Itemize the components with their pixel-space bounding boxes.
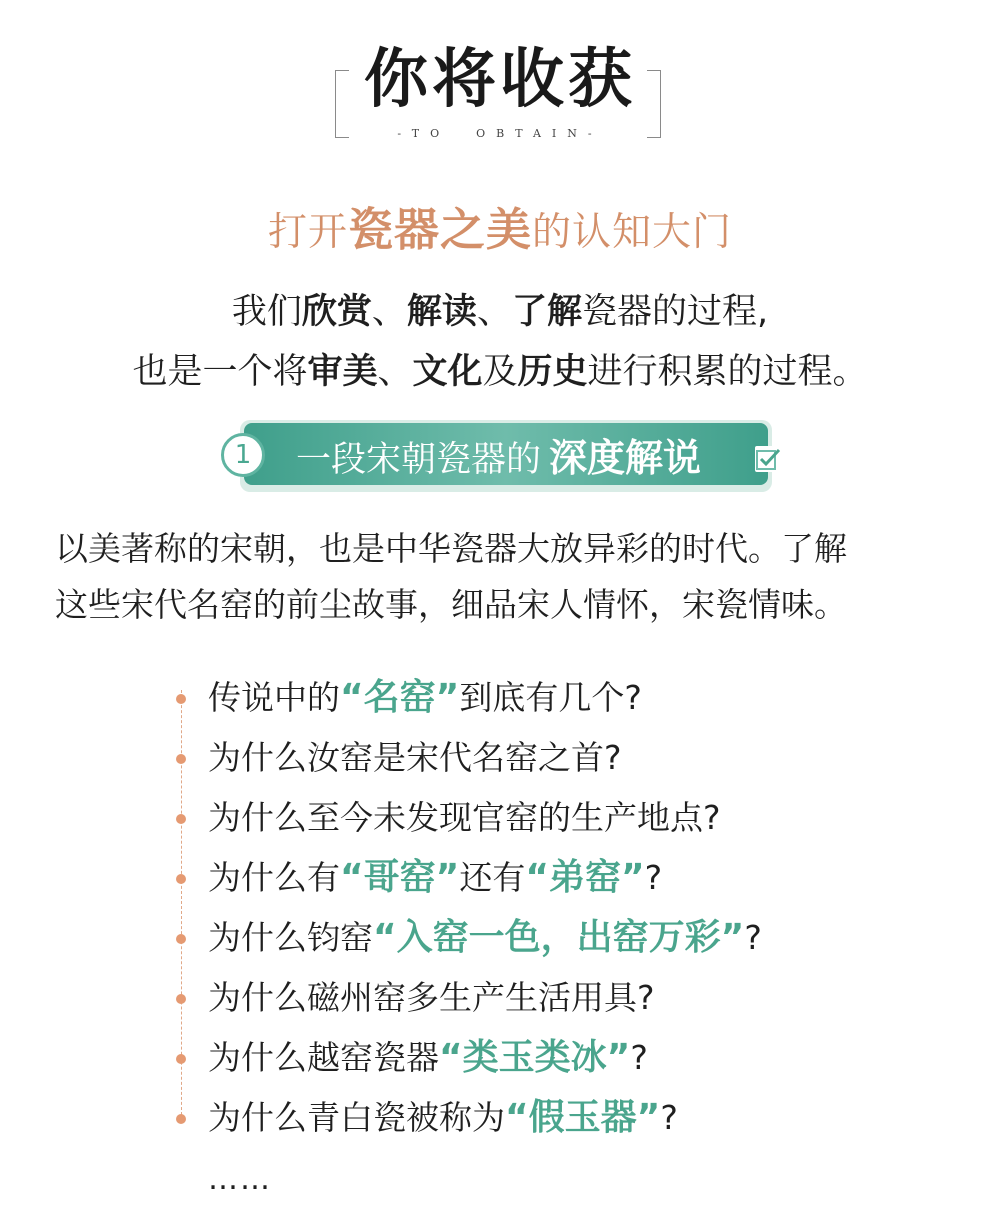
banner-text-main: 一段宋朝瓷器的 <box>296 440 542 480</box>
list-ellipsis: …… <box>208 1162 272 1197</box>
intro-text: 及 <box>482 352 518 392</box>
intro-keyword: 欣赏 <box>301 292 372 332</box>
intro-keyword: 解读 <box>406 292 477 332</box>
question-text <box>208 1090 678 1146</box>
intro-line-1 <box>0 284 1000 340</box>
intro-text: 、 <box>377 352 413 392</box>
question-text <box>208 670 642 726</box>
bullet-dot-icon <box>176 1114 186 1124</box>
question-segment: ? <box>630 1038 648 1077</box>
description-line-2: 这些宋代名窑的前尘故事，细品宋人情怀，宋瓷情味。 <box>55 585 847 624</box>
bullet-dot-icon <box>176 874 186 884</box>
question-segment: 为什么至今未发现官窑的生产地点? <box>208 798 721 837</box>
intro-text: 我们 <box>231 292 302 332</box>
question-highlight: “名窑” <box>340 677 460 718</box>
question-highlight: “弟窑” <box>525 857 645 898</box>
subtitle-right: OBTAIN- <box>476 127 603 140</box>
section-heading-strong: 瓷器之美 <box>347 203 532 256</box>
banner-number-badge: 1 <box>221 433 265 477</box>
page-title: 你将收获 <box>364 42 636 117</box>
question-segment: 还有 <box>459 858 526 897</box>
question-highlight: “假玉器” <box>505 1097 661 1138</box>
list-item <box>176 1090 976 1146</box>
list-item <box>176 970 976 1026</box>
question-segment: ? <box>644 858 663 897</box>
question-segment: 为什么磁州窑多生产生活用具? <box>208 978 655 1017</box>
banner-text-strong: 深度解说 <box>549 436 702 480</box>
question-segment: ? <box>744 918 762 957</box>
question-text <box>208 790 721 846</box>
question-text <box>208 1030 648 1086</box>
intro-keyword: 审美 <box>307 352 378 392</box>
section-heading <box>0 200 1000 263</box>
check-icon <box>755 446 781 472</box>
list-item <box>176 790 976 846</box>
bullet-dot-icon <box>176 754 186 764</box>
intro-text: 也是一个将 <box>132 352 308 392</box>
intro-text: 、 <box>371 292 407 332</box>
intro-text: 瓷器的过程, <box>581 292 769 332</box>
list-item <box>176 850 976 906</box>
section-heading-pre: 打开 <box>267 210 348 255</box>
question-highlight: “入窑一色，出窑万彩” <box>373 917 745 958</box>
question-segment: 为什么青白瓷被称为 <box>208 1098 505 1137</box>
question-highlight: “哥窑” <box>340 857 460 898</box>
description-line-1: 以美著称的宋朝，也是中华瓷器大放异彩的时代。了解 <box>55 529 847 568</box>
question-segment: ? <box>660 1098 678 1137</box>
intro-line-2 <box>0 344 1000 400</box>
question-text <box>208 910 762 966</box>
list-item <box>176 910 976 966</box>
bullet-dot-icon <box>176 1054 186 1064</box>
bullet-dot-icon <box>176 814 186 824</box>
question-text <box>208 730 622 786</box>
bullet-dot-icon <box>176 694 186 704</box>
checkbox-icon <box>755 446 781 472</box>
question-text <box>208 970 655 1026</box>
bullet-dot-icon <box>176 994 186 1004</box>
question-segment: 到底有几个? <box>459 678 642 717</box>
list-item <box>176 670 976 726</box>
list-item <box>176 1030 976 1086</box>
question-segment: 为什么越窑瓷器 <box>208 1038 439 1077</box>
intro-text: 、 <box>476 292 512 332</box>
question-segment: 为什么有 <box>208 858 340 897</box>
intro-text: 进行积累的过程。 <box>587 352 868 392</box>
question-highlight: “类玉类冰” <box>439 1037 631 1078</box>
intro-keyword: 文化 <box>412 352 483 392</box>
section-heading-post: 的认知大门 <box>532 210 733 255</box>
list-item <box>176 730 976 786</box>
question-segment: 传说中的 <box>208 678 340 717</box>
bullet-dot-icon <box>176 934 186 944</box>
page-subtitle <box>0 126 1000 142</box>
subtitle-left: -TO <box>397 127 451 140</box>
question-segment: 为什么钧窑 <box>208 918 373 957</box>
intro-keyword: 了解 <box>511 292 582 332</box>
intro-keyword: 历史 <box>517 352 588 392</box>
banner-text <box>296 428 701 488</box>
header <box>0 0 1000 150</box>
question-segment: 为什么汝窑是宋代名窑之首? <box>208 738 622 777</box>
question-text <box>208 850 662 906</box>
